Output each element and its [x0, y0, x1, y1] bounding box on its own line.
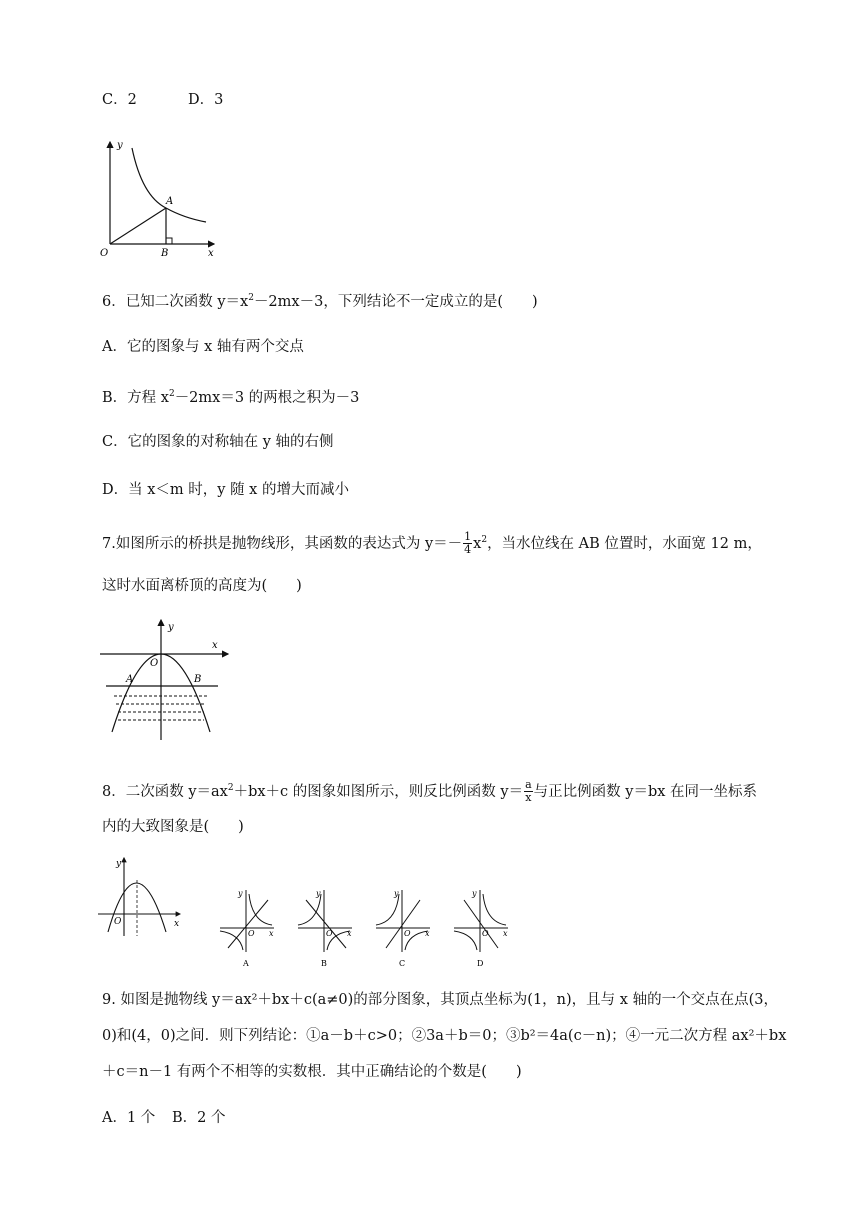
fraction-one-quarter: $\frac{1}{4}$ — [464, 530, 472, 557]
proportional-line — [464, 900, 498, 948]
label-a: A — [166, 196, 174, 207]
label-y: y — [238, 889, 243, 898]
q7-bridge-figure — [96, 616, 236, 744]
label-o: O — [404, 929, 411, 938]
choice-letter: C — [399, 959, 406, 968]
label-o: O — [326, 929, 333, 938]
label-y: y — [394, 889, 399, 898]
label-x: x — [503, 929, 508, 938]
label-x: x — [212, 640, 218, 651]
q6-option-a: A．它的图象与 x 轴有两个交点 — [102, 339, 304, 355]
q5-option-c: C．2 — [102, 92, 137, 108]
label-y: y — [116, 859, 122, 869]
q6-option-b: B．方程 $x^2-2mx=3$ 的两根之积为－3 — [102, 389, 360, 406]
proportional-line — [228, 900, 268, 948]
fraction-a-over-x: $\frac{a}{x}$ — [525, 778, 532, 805]
q5-figure — [96, 136, 226, 258]
q9-stem-line3: ＋c＝n－1 有两个不相等的实数根．其中正确结论的个数是( ) — [102, 1064, 522, 1080]
q8-stem-line2: 内的大致图象是( ) — [102, 819, 244, 835]
hyperbola-curve — [132, 148, 206, 222]
q7-stem-line2: 这时水面离桥顶的高度为( ) — [102, 578, 302, 594]
q7-stem: 7.如图所示的桥拱是抛物线形，其函数的表达式为 y＝－ $\frac{1}{4}$ $x^2$，当水位线在 AB 位置时，水面宽 12 m， — [102, 530, 762, 557]
label-y: y — [472, 889, 477, 898]
choice-letter: D — [477, 959, 484, 968]
label-y: y — [168, 622, 174, 633]
q8-choice-c-figure — [374, 884, 432, 968]
label-o: O — [114, 917, 122, 927]
hyperbola-branch — [376, 894, 399, 925]
label-o: O — [248, 929, 255, 938]
choice-letter: A — [243, 959, 249, 968]
q8-choice-b-figure — [296, 884, 354, 968]
label-y: y — [117, 140, 123, 151]
label-o: O — [150, 658, 159, 669]
proportional-line — [386, 900, 420, 948]
q5-option-d: D．3 — [188, 92, 224, 108]
q9-option-a: A．1 个 — [102, 1110, 156, 1126]
label-x: x — [269, 929, 274, 938]
q8-choice-d-figure — [452, 884, 510, 968]
label-x: x — [208, 248, 214, 258]
q6-stem: 6．已知二次函数 $y=x^2-2mx-3$，下列结论不一定成立的是( ) — [102, 293, 538, 310]
q8-choice-a-figure — [218, 884, 276, 968]
choice-letter: B — [321, 959, 327, 968]
hyperbola-branch — [298, 894, 321, 925]
segment-oa — [110, 208, 166, 244]
label-x: x — [174, 919, 180, 929]
hyperbola-branch — [454, 931, 477, 950]
q6-option-d: D．当 x＜m 时，y 随 x 的增大而减小 — [102, 482, 349, 498]
label-y: y — [316, 889, 321, 898]
q9-stem-line2: 0)和(4，0)之间．则下列结论：①a－b＋c>0；②3a＋b＝0；③b²＝4a(c－n)；④一元二次方程 ax²＋bx — [102, 1028, 787, 1044]
label-o: O — [482, 929, 489, 938]
label-a: A — [126, 674, 134, 685]
label-o: O — [100, 248, 109, 258]
q8-stem: 8．二次函数 $y=ax^2+bx+c$ 的图象如图所示，则反比例函数 y＝ $\frac{a}{x}$ 与正比例函数 y＝bx 在同一坐标系 — [102, 778, 758, 805]
label-b: B — [161, 248, 169, 258]
q9-option-b: B．2 个 — [172, 1110, 226, 1126]
q8-parabola-figure — [96, 854, 186, 940]
label-x: x — [425, 929, 430, 938]
label-x: x — [347, 929, 352, 938]
proportional-line — [306, 900, 346, 948]
hyperbola-branch — [483, 894, 506, 925]
q6-option-c: C．它的图象的对称轴在 y 轴的右侧 — [102, 434, 334, 450]
label-b: B — [194, 674, 202, 685]
right-angle-mark — [166, 238, 172, 244]
q9-stem-line1: 9. 如图是抛物线 y＝ax²＋bx＋c(a≠0)的部分图象，其顶点坐标为(1，n)，且与 x 轴的一个交点在点(3， — [102, 992, 778, 1008]
